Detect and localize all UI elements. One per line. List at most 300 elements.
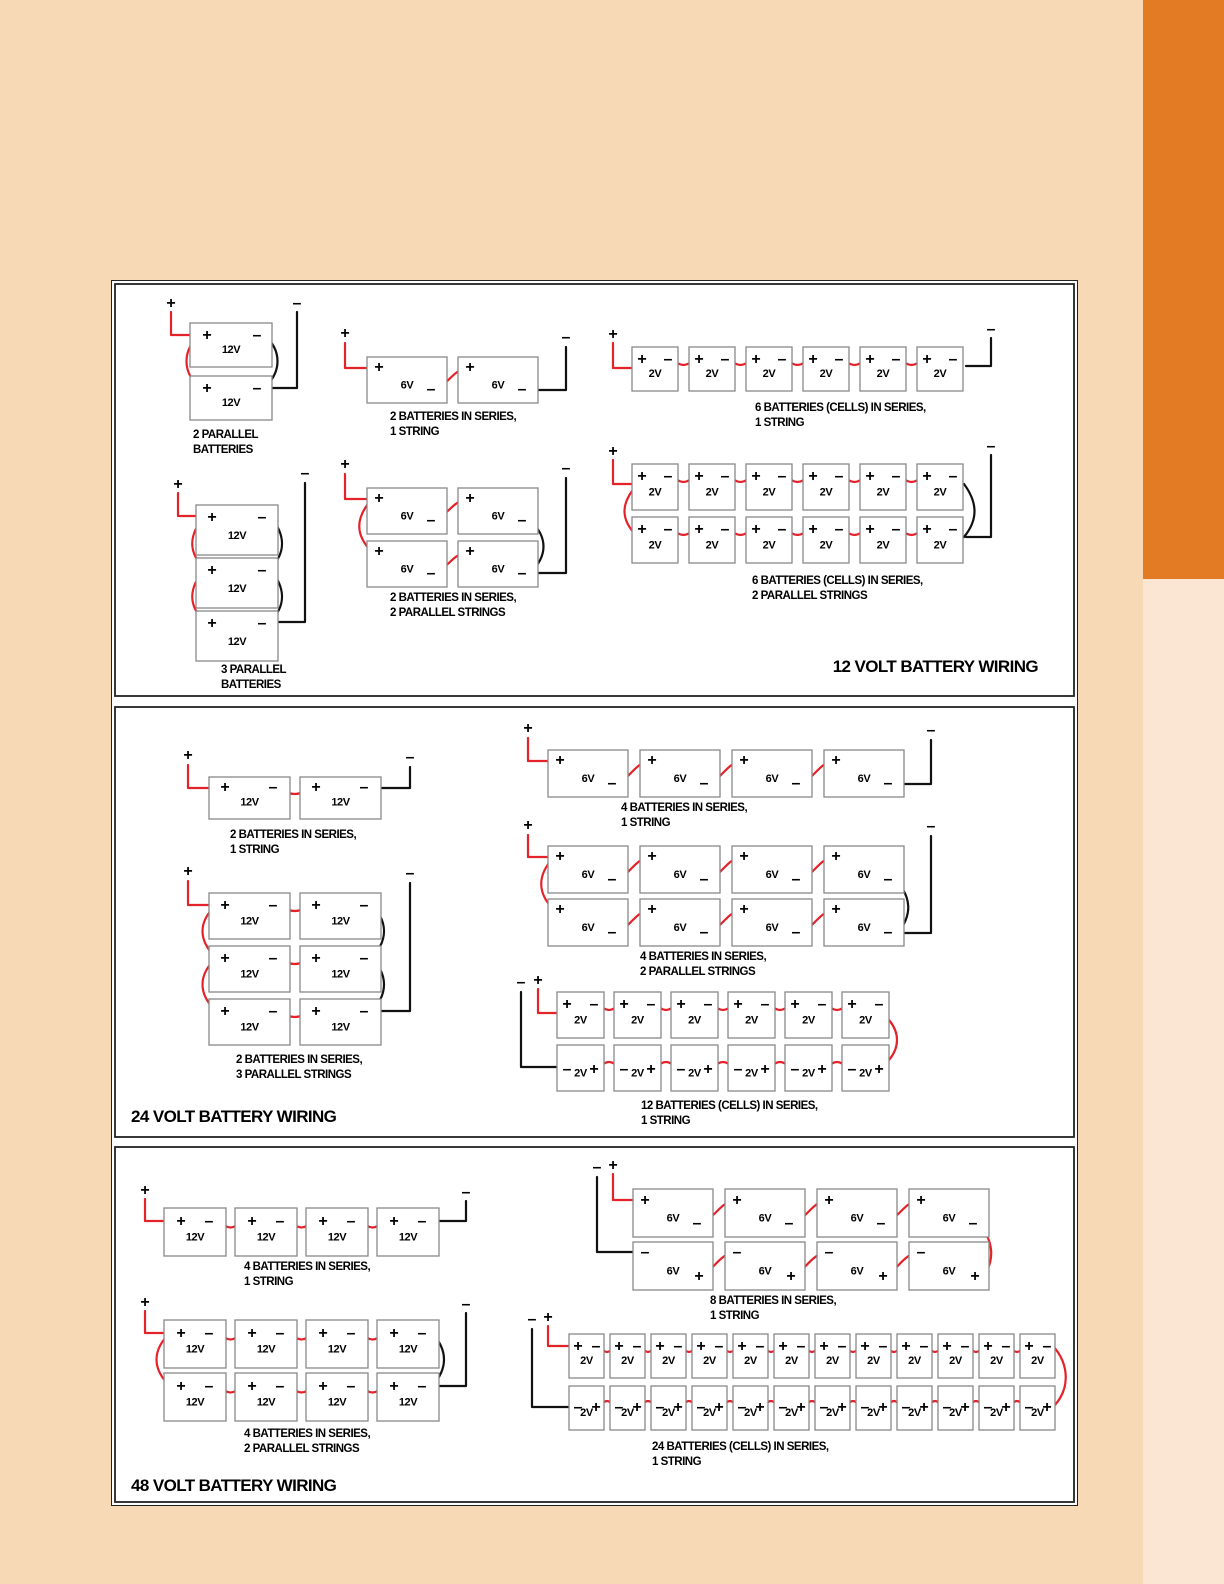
- plus-terminal: +: [1001, 1399, 1011, 1416]
- plus-terminal: +: [247, 1325, 257, 1342]
- plus-terminal: +: [796, 1399, 806, 1416]
- plus-terminal: +: [207, 562, 217, 579]
- minus-terminal: –: [640, 1244, 650, 1261]
- minus-terminal: –: [948, 468, 958, 485]
- battery-6v: [367, 488, 447, 534]
- caption-12v-2-parallel: BATTERIES: [193, 444, 253, 456]
- positive-lead: +: [183, 863, 193, 880]
- cell-2v: [746, 347, 792, 391]
- battery-6v: [548, 899, 628, 946]
- positive-lead: +: [183, 747, 193, 764]
- plus-terminal: +: [865, 521, 875, 538]
- negative-lead: –: [926, 722, 936, 739]
- plus-terminal: +: [637, 468, 647, 485]
- cell-2v: [938, 1334, 973, 1378]
- caption-48v-24-cells: 24 BATTERIES (CELLS) IN SERIES,: [652, 1441, 829, 1453]
- cell-2v: [774, 1334, 809, 1378]
- minus-terminal: –: [204, 1325, 214, 1342]
- battery-12v: [196, 558, 278, 608]
- plus-terminal: +: [922, 521, 932, 538]
- battery-voltage: 2V: [1031, 1354, 1044, 1367]
- battery-voltage: 12V: [256, 1343, 276, 1356]
- caption-12v-6-cells: 6 BATTERIES (CELLS) IN SERIES,: [755, 402, 926, 414]
- battery-voltage: 6V: [942, 1212, 956, 1225]
- battery-voltage: 2V: [621, 1406, 634, 1419]
- minus-terminal: –: [714, 1338, 724, 1355]
- cell-2v: [728, 1045, 775, 1091]
- cell-2v: [632, 347, 678, 391]
- minus-terminal: –: [733, 1061, 743, 1078]
- cell-2v: [1020, 1386, 1055, 1430]
- wire: [966, 338, 991, 366]
- minus-terminal: –: [883, 871, 893, 888]
- minus-terminal: –: [204, 1213, 214, 1230]
- battery-voltage: 2V: [908, 1406, 921, 1419]
- battery-voltage: 12V: [331, 796, 350, 809]
- negative-lead: –: [561, 329, 571, 346]
- plus-terminal: +: [676, 996, 686, 1013]
- minus-terminal: –: [699, 775, 709, 792]
- battery-6v: [367, 541, 447, 587]
- minus-terminal: –: [755, 1338, 765, 1355]
- minus-terminal: –: [883, 924, 893, 941]
- plus-terminal: +: [865, 468, 875, 485]
- minus-terminal: –: [891, 351, 901, 368]
- plus-terminal: +: [311, 950, 321, 967]
- negative-lead: –: [292, 295, 302, 312]
- battery-voltage: 2V: [1031, 1406, 1044, 1419]
- plus-terminal: +: [220, 950, 230, 967]
- plus-terminal: +: [786, 1268, 796, 1285]
- battery-voltage: 6V: [581, 921, 595, 934]
- cell-2v: [733, 1334, 768, 1378]
- battery-voltage: 2V: [762, 539, 776, 552]
- minus-terminal: –: [737, 1399, 747, 1416]
- plus-terminal: +: [733, 996, 743, 1013]
- caption-24v-2-series-3-strings: 3 PARALLEL STRINGS: [236, 1069, 352, 1081]
- wire: [532, 1329, 574, 1407]
- cell-2v: [671, 1045, 718, 1091]
- battery-12v: [164, 1208, 226, 1256]
- plus-terminal: +: [808, 521, 818, 538]
- battery-voltage: 2V: [867, 1354, 880, 1367]
- minus-terminal: –: [860, 1399, 870, 1416]
- cell-2v: [632, 517, 678, 563]
- minus-terminal: –: [517, 565, 527, 582]
- plus-terminal: +: [465, 359, 475, 376]
- battery-12v: [209, 777, 290, 819]
- battery-12v: [306, 1208, 368, 1256]
- cell-2v: [842, 1045, 889, 1091]
- positive-lead: +: [608, 1157, 618, 1174]
- plus-terminal: +: [176, 1213, 186, 1230]
- battery-voltage: 2V: [703, 1406, 716, 1419]
- plus-terminal: +: [589, 1061, 599, 1078]
- minus-terminal: –: [359, 779, 369, 796]
- plus-terminal: +: [311, 1003, 321, 1020]
- battery-voltage: 6V: [673, 868, 687, 881]
- minus-terminal: –: [784, 1215, 794, 1232]
- battery-6v: [817, 1242, 897, 1290]
- plus-terminal: +: [760, 1061, 770, 1078]
- minus-terminal: –: [517, 512, 527, 529]
- cell-2v: [917, 464, 963, 510]
- cell-2v: [557, 1045, 604, 1091]
- cell-2v: [689, 517, 735, 563]
- negative-lead: –: [527, 1311, 537, 1328]
- battery-voltage: 6V: [857, 868, 871, 881]
- plus-terminal: +: [960, 1399, 970, 1416]
- plus-terminal: +: [694, 351, 704, 368]
- minus-terminal: –: [1042, 1338, 1052, 1355]
- negative-lead: –: [516, 974, 526, 991]
- battery-6v: [909, 1189, 989, 1237]
- plus-terminal: +: [1042, 1399, 1052, 1416]
- battery-6v: [640, 750, 720, 797]
- cell-2v: [860, 347, 906, 391]
- plus-terminal: +: [824, 1192, 834, 1209]
- battery-voltage: 2V: [819, 367, 833, 380]
- battery-12v: [377, 1320, 439, 1368]
- cell-2v: [785, 1045, 832, 1091]
- caption-12v-3-parallel: 3 PARALLEL: [221, 664, 287, 676]
- plus-terminal: +: [737, 1338, 747, 1355]
- battery-voltage: 12V: [256, 1396, 276, 1409]
- minus-terminal: –: [257, 509, 267, 526]
- battery-voltage: 6V: [942, 1265, 956, 1278]
- battery-voltage: 12V: [221, 343, 241, 356]
- cell-2v: [1020, 1334, 1055, 1378]
- minus-terminal: –: [983, 1399, 993, 1416]
- caption-24v-4-series: 1 STRING: [621, 817, 671, 829]
- minus-terminal: –: [837, 1338, 847, 1355]
- battery-voltage: 2V: [859, 1067, 872, 1080]
- minus-terminal: –: [834, 521, 844, 538]
- battery-6v: [633, 1189, 713, 1237]
- battery-voltage: 12V: [256, 1231, 276, 1244]
- battery-voltage: 2V: [990, 1406, 1003, 1419]
- battery-12v: [235, 1320, 297, 1368]
- panel-title-24v: 24 VOLT BATTERY WIRING: [131, 1107, 337, 1126]
- plus-terminal: +: [831, 848, 841, 865]
- cell-2v: [917, 517, 963, 563]
- battery-6v: [909, 1242, 989, 1290]
- battery-voltage: 2V: [785, 1406, 798, 1419]
- battery-6v: [633, 1242, 713, 1290]
- minus-terminal: –: [883, 775, 893, 792]
- caption-24v-4-series-2-strings: 4 BATTERIES IN SERIES,: [640, 951, 767, 963]
- battery-6v: [732, 750, 812, 797]
- plus-terminal: +: [311, 779, 321, 796]
- battery-voltage: 2V: [648, 539, 662, 552]
- battery-voltage: 2V: [580, 1406, 593, 1419]
- plus-terminal: +: [220, 1003, 230, 1020]
- caption-12v-6-cells-2-strings: 6 BATTERIES (CELLS) IN SERIES,: [752, 575, 923, 587]
- minus-terminal: –: [777, 351, 787, 368]
- positive-lead: +: [340, 456, 350, 473]
- plus-terminal: +: [751, 468, 761, 485]
- caption-12v-6-cells: 1 STRING: [755, 417, 805, 429]
- cell-2v: [815, 1386, 850, 1430]
- battery-6v: [824, 899, 904, 946]
- minus-terminal: –: [359, 950, 369, 967]
- battery-voltage: 6V: [666, 1265, 680, 1278]
- caption-48v-4-series: 4 BATTERIES IN SERIES,: [244, 1261, 371, 1273]
- plus-terminal: +: [465, 543, 475, 560]
- positive-lead: +: [140, 1182, 150, 1199]
- cell-2v: [746, 464, 792, 510]
- battery-12v: [209, 999, 290, 1045]
- minus-terminal: –: [960, 1338, 970, 1355]
- battery-12v: [300, 999, 381, 1045]
- battery-6v: [458, 357, 538, 403]
- battery-voltage: 6V: [765, 921, 779, 934]
- battery-12v: [235, 1208, 297, 1256]
- caption-24v-12-cells: 12 BATTERIES (CELLS) IN SERIES,: [641, 1100, 818, 1112]
- plus-terminal: +: [878, 1399, 888, 1416]
- plus-terminal: +: [220, 779, 230, 796]
- battery-voltage: 6V: [765, 772, 779, 785]
- minus-terminal: –: [847, 1061, 857, 1078]
- battery-12v: [377, 1208, 439, 1256]
- cell-2v: [897, 1334, 932, 1378]
- battery-12v: [196, 611, 278, 661]
- battery-12v: [209, 893, 290, 939]
- cell-2v: [692, 1334, 727, 1378]
- minus-terminal: –: [876, 1215, 886, 1232]
- plus-terminal: +: [847, 996, 857, 1013]
- battery-voltage: 6V: [400, 563, 414, 576]
- minus-terminal: –: [791, 924, 801, 941]
- battery-voltage: 2V: [705, 486, 719, 499]
- minus-terminal: –: [252, 327, 262, 344]
- caption-12v-2-series-2-strings: 2 BATTERIES IN SERIES,: [390, 592, 517, 604]
- plus-terminal: +: [318, 1213, 328, 1230]
- battery-12v: [300, 893, 381, 939]
- battery-voltage: 12V: [398, 1396, 418, 1409]
- minus-terminal: –: [646, 996, 656, 1013]
- plus-terminal: +: [637, 351, 647, 368]
- panel-title-48v: 48 VOLT BATTERY WIRING: [131, 1476, 337, 1495]
- caption-12v-2-series: 1 STRING: [390, 426, 440, 438]
- plus-terminal: +: [647, 752, 657, 769]
- minus-terminal: –: [607, 775, 617, 792]
- minus-terminal: –: [204, 1378, 214, 1395]
- plus-terminal: +: [837, 1399, 847, 1416]
- plus-terminal: +: [739, 752, 749, 769]
- battery-12v: [377, 1373, 439, 1421]
- minus-terminal: –: [257, 615, 267, 632]
- minus-terminal: –: [720, 521, 730, 538]
- minus-terminal: –: [720, 468, 730, 485]
- battery-voltage: 12V: [185, 1343, 205, 1356]
- plus-terminal: +: [694, 521, 704, 538]
- negative-lead: –: [300, 465, 310, 482]
- cell-2v: [689, 464, 735, 510]
- battery-voltage: 2V: [949, 1406, 962, 1419]
- plus-terminal: +: [555, 848, 565, 865]
- minus-terminal: –: [619, 1061, 629, 1078]
- battery-voltage: 12V: [227, 583, 247, 595]
- battery-voltage: 6V: [857, 772, 871, 785]
- battery-voltage: 2V: [744, 1354, 757, 1367]
- positive-lead: +: [173, 476, 183, 493]
- minus-terminal: –: [663, 521, 673, 538]
- minus-terminal: –: [891, 521, 901, 538]
- minus-terminal: –: [257, 562, 267, 579]
- battery-voltage: 2V: [574, 1067, 587, 1080]
- minus-terminal: –: [517, 381, 527, 398]
- battery-voltage: 6V: [850, 1265, 864, 1278]
- plus-terminal: +: [647, 848, 657, 865]
- caption-12v-3-parallel: BATTERIES: [221, 679, 281, 691]
- plus-terminal: +: [751, 521, 761, 538]
- battery-voltage: 2V: [867, 1406, 880, 1419]
- cell-2v: [803, 517, 849, 563]
- cell-2v: [860, 464, 906, 510]
- battery-12v: [235, 1373, 297, 1421]
- battery-voltage: 12V: [331, 915, 350, 928]
- battery-voltage: 6V: [400, 510, 414, 523]
- plus-terminal: +: [916, 1192, 926, 1209]
- plus-terminal: +: [374, 490, 384, 507]
- minus-terminal: –: [878, 1338, 888, 1355]
- battery-voltage: 2V: [705, 367, 719, 380]
- caption-48v-4-series: 1 STRING: [244, 1276, 294, 1288]
- plus-terminal: +: [817, 1061, 827, 1078]
- battery-voltage: 2V: [826, 1354, 839, 1367]
- minus-terminal: –: [834, 468, 844, 485]
- minus-terminal: –: [1001, 1338, 1011, 1355]
- plus-terminal: +: [751, 351, 761, 368]
- battery-voltage: 12V: [327, 1343, 347, 1356]
- battery-voltage: 2V: [662, 1354, 675, 1367]
- minus-terminal: –: [426, 381, 436, 398]
- minus-terminal: –: [562, 1061, 572, 1078]
- battery-voltage: 12V: [240, 1021, 259, 1034]
- battery-voltage: 6V: [850, 1212, 864, 1225]
- plus-terminal: +: [1024, 1338, 1034, 1355]
- battery-12v: [300, 946, 381, 992]
- minus-terminal: –: [676, 1061, 686, 1078]
- plus-terminal: +: [318, 1378, 328, 1395]
- battery-voltage: 6V: [491, 510, 505, 523]
- cell-2v: [842, 992, 889, 1038]
- caption-12v-2-series-2-strings: 2 PARALLEL STRINGS: [390, 607, 506, 619]
- positive-lead: +: [608, 443, 618, 460]
- plus-terminal: +: [919, 1399, 929, 1416]
- battery-6v: [458, 541, 538, 587]
- battery-voltage: 6V: [491, 563, 505, 576]
- battery-voltage: 2V: [574, 1014, 587, 1027]
- minus-terminal: –: [275, 1378, 285, 1395]
- cell-2v: [557, 992, 604, 1038]
- battery-voltage: 6V: [673, 772, 687, 785]
- cell-2v: [728, 992, 775, 1038]
- battery-voltage: 12V: [331, 968, 350, 981]
- minus-terminal: –: [346, 1325, 356, 1342]
- cell-2v: [979, 1386, 1014, 1430]
- plus-terminal: +: [176, 1325, 186, 1342]
- plus-terminal: +: [942, 1338, 952, 1355]
- caption-12v-2-series: 2 BATTERIES IN SERIES,: [390, 411, 517, 423]
- battery-12v: [306, 1320, 368, 1368]
- cell-2v: [569, 1334, 604, 1378]
- positive-lead: +: [340, 325, 350, 342]
- battery-voltage: 2V: [762, 367, 776, 380]
- battery-12v: [196, 505, 278, 555]
- cell-2v: [803, 464, 849, 510]
- cell-2v: [774, 1386, 809, 1430]
- battery-voltage: 12V: [327, 1231, 347, 1244]
- battery-voltage: 2V: [705, 539, 719, 552]
- caption-24v-4-series: 4 BATTERIES IN SERIES,: [621, 802, 748, 814]
- minus-terminal: –: [268, 897, 278, 914]
- minus-terminal: –: [817, 996, 827, 1013]
- plus-terminal: +: [655, 1338, 665, 1355]
- minus-terminal: –: [275, 1325, 285, 1342]
- plus-terminal: +: [831, 752, 841, 769]
- plus-terminal: +: [790, 996, 800, 1013]
- minus-terminal: –: [591, 1338, 601, 1355]
- minus-terminal: –: [673, 1338, 683, 1355]
- minus-terminal: –: [359, 1003, 369, 1020]
- minus-terminal: –: [919, 1338, 929, 1355]
- caption-24v-2-series-3-strings: 2 BATTERIES IN SERIES,: [236, 1054, 363, 1066]
- minus-terminal: –: [614, 1399, 624, 1416]
- plus-terminal: +: [739, 901, 749, 918]
- plus-terminal: +: [389, 1378, 399, 1395]
- minus-terminal: –: [824, 1244, 834, 1261]
- wire: [966, 455, 991, 537]
- battery-voltage: 6V: [581, 772, 595, 785]
- battery-voltage: 2V: [703, 1354, 716, 1367]
- battery-6v: [548, 846, 628, 893]
- minus-terminal: –: [268, 950, 278, 967]
- cell-2v: [671, 992, 718, 1038]
- battery-voltage: 2V: [876, 367, 890, 380]
- plus-terminal: +: [901, 1338, 911, 1355]
- battery-voltage: 12V: [398, 1231, 418, 1244]
- battery-voltage: 2V: [933, 539, 947, 552]
- battery-6v: [824, 750, 904, 797]
- cell-2v: [733, 1386, 768, 1430]
- battery-voltage: 2V: [762, 486, 776, 499]
- battery-voltage: 12V: [227, 530, 247, 542]
- battery-voltage: 2V: [876, 539, 890, 552]
- plus-terminal: +: [860, 1338, 870, 1355]
- minus-terminal: –: [655, 1399, 665, 1416]
- caption-48v-24-cells: 1 STRING: [652, 1456, 702, 1468]
- caption-12v-2-parallel: 2 PARALLEL: [193, 429, 259, 441]
- plus-terminal: +: [318, 1325, 328, 1342]
- minus-terminal: –: [275, 1213, 285, 1230]
- cell-2v: [651, 1334, 686, 1378]
- negative-lead: –: [926, 818, 936, 835]
- battery-voltage: 2V: [648, 486, 662, 499]
- battery-voltage: 12V: [185, 1396, 205, 1409]
- minus-terminal: –: [760, 996, 770, 1013]
- battery-6v: [725, 1242, 805, 1290]
- minus-terminal: –: [417, 1378, 427, 1395]
- minus-terminal: –: [426, 512, 436, 529]
- battery-voltage: 6V: [758, 1212, 772, 1225]
- plus-terminal: +: [220, 897, 230, 914]
- cell-2v: [632, 464, 678, 510]
- minus-terminal: –: [426, 565, 436, 582]
- minus-terminal: –: [699, 871, 709, 888]
- battery-voltage: 2V: [933, 367, 947, 380]
